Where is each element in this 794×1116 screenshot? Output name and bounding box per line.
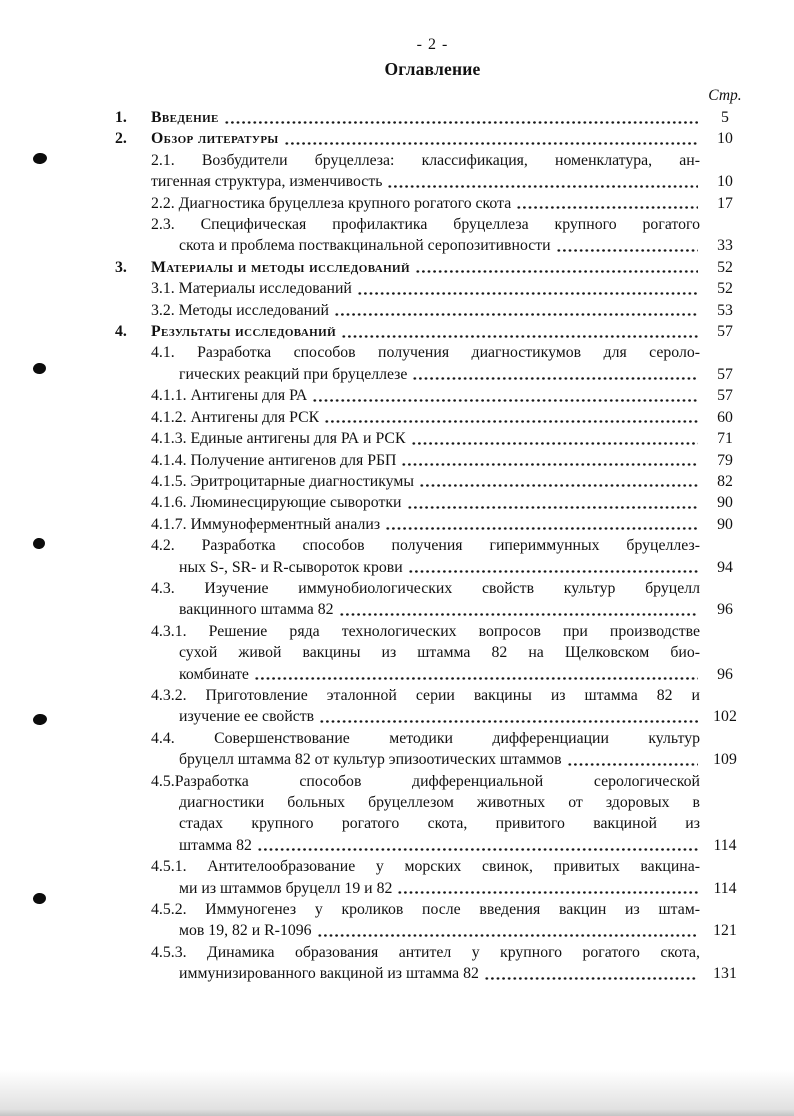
dot-leader <box>334 300 698 321</box>
toc-row <box>115 813 750 834</box>
page-column-label: Стр. <box>708 87 742 104</box>
entry-text: скота и проблема поствакцинальной серопозитивности <box>179 237 551 255</box>
dot-leader <box>317 920 698 941</box>
dot-leader <box>319 706 698 727</box>
entry-text: штамма 82 <box>179 836 252 854</box>
toc-row <box>115 749 750 770</box>
toc-row <box>115 728 750 749</box>
entry-text: изучение ее свойств <box>179 708 315 726</box>
entry-page-number: 79 <box>717 451 733 469</box>
entry-text: гических реакций при бруцеллезе <box>179 365 408 383</box>
entry-text: стадах крупного рогатого скота, привитого вакциной из <box>179 815 700 833</box>
ink-blot-mark <box>32 892 46 905</box>
entry-page-number: 90 <box>717 515 733 533</box>
entry-text: 4.4. Совершенствование методики дифференциации культур <box>151 729 700 747</box>
entry-number: 2. <box>115 130 127 148</box>
toc-row <box>115 664 750 685</box>
dot-leader <box>341 321 698 342</box>
toc-row <box>115 557 750 578</box>
entry-page-number: 96 <box>717 601 733 619</box>
dot-leader <box>412 364 698 385</box>
toc-row <box>115 942 750 963</box>
page-title: Оглавление <box>384 59 481 79</box>
entry-page-number: 52 <box>717 258 733 276</box>
toc-row <box>115 214 750 235</box>
entry-text: 4.1.4. Получение антигенов для РБП <box>151 451 397 469</box>
entry-text: иммунизированного вакциной из штамма 82 <box>179 965 479 983</box>
toc-row <box>115 856 750 877</box>
entry-text: Материалы и методы исследований <box>151 258 410 276</box>
entry-page-number: 71 <box>717 430 733 448</box>
entry-text: ных S-, SR- и R-сывороток крови <box>179 558 403 576</box>
entry-text: 4.5.2. Иммуногенез у кроликов после введения вакцин из штам- <box>151 901 700 919</box>
toc-row <box>115 407 750 428</box>
toc-row <box>115 878 750 899</box>
toc-row <box>115 450 750 471</box>
entry-text: Обзор литературы <box>151 130 279 148</box>
entry-text: 4.1. Разработка способов получения диагностикумов для сероло- <box>151 344 700 362</box>
dot-leader <box>254 664 698 685</box>
entry-text: 2.2. Диагностика бруцеллеза крупного рогатого скота <box>151 194 512 212</box>
dot-leader <box>385 514 698 535</box>
page-number-header: - 2 - <box>416 36 449 53</box>
page-content <box>115 36 750 985</box>
dot-leader <box>324 407 698 428</box>
entry-text: 4.5.1. Антителообразование у морских свинок, привитых вакцина- <box>151 858 700 876</box>
dot-leader <box>312 385 698 406</box>
toc-row <box>115 535 750 556</box>
dot-leader <box>407 492 699 513</box>
dot-leader <box>257 835 698 856</box>
toc-row <box>115 599 750 620</box>
entry-page-number: 52 <box>717 280 733 298</box>
entry-number: 3. <box>115 258 127 276</box>
entry-text: 4.3.1. Решение ряда технологических вопросов при производстве <box>151 622 700 640</box>
entry-page-number: 10 <box>717 173 733 191</box>
entry-text: 4.1.5. Эритроцитарные диагностикумы <box>151 472 414 490</box>
entry-page-number: 109 <box>713 751 737 769</box>
entry-number: 4. <box>115 323 127 341</box>
toc-row <box>115 385 750 406</box>
dot-leader <box>419 471 698 492</box>
dot-leader <box>408 557 698 578</box>
entry-text: диагностики больных бруцеллезом животных от здоровых в <box>179 794 700 811</box>
entry-text: 4.1.2. Антигены для РСК <box>151 408 320 426</box>
toc-row <box>115 235 750 256</box>
entry-text: 4.5.Разработка способов дифференциальной серологической <box>151 772 700 790</box>
entry-text: мов 19, 82 и R-1096 <box>179 922 312 940</box>
entry-text: 4.1.6. Люминесцирующие сыворотки <box>151 494 402 512</box>
ink-blot-mark <box>32 362 46 375</box>
toc-row <box>115 193 750 214</box>
entry-text: вакцинного штамма 82 <box>179 601 334 619</box>
toc-row <box>115 963 750 984</box>
toc-row <box>115 899 750 920</box>
toc-row <box>115 278 750 299</box>
entry-page-number: 57 <box>717 387 733 405</box>
ink-blot-mark <box>32 537 45 550</box>
entry-page-number: 57 <box>717 323 733 341</box>
dot-leader <box>357 278 698 299</box>
entry-page-number: 10 <box>717 130 733 148</box>
entry-text: 4.2. Разработка способов получения гипериммунных бруцеллез- <box>151 537 700 555</box>
entry-text: 4.3. Изучение иммунобиологических свойств культур бруцелл <box>151 579 700 597</box>
toc-row <box>115 492 750 513</box>
toc-row <box>115 342 750 363</box>
dot-leader <box>387 171 698 192</box>
dot-leader <box>411 428 699 449</box>
toc-row <box>115 771 750 792</box>
ink-blot-mark <box>32 713 47 726</box>
entry-text: 2.3. Специфическая профилактика бруцеллеза крупного рогатого <box>151 216 700 234</box>
toc-row <box>115 150 750 171</box>
toc-row <box>115 471 750 492</box>
entry-text: 3.2. Методы исследований <box>151 301 329 319</box>
entry-text: 4.1.7. Иммуноферментный анализ <box>151 515 381 533</box>
toc-row <box>115 128 750 149</box>
toc-row <box>115 514 750 535</box>
entry-text: Введение <box>151 109 219 126</box>
entry-page-number: 5 <box>721 109 729 126</box>
entry-text: бруцелл штамма 82 от культур эпизоотических штаммов <box>179 751 562 769</box>
dot-leader <box>556 235 698 256</box>
dot-leader <box>339 599 699 620</box>
entry-page-number: 33 <box>717 237 733 255</box>
dot-leader <box>567 749 698 770</box>
ink-blot-mark <box>32 152 47 165</box>
dot-leader <box>401 450 698 471</box>
toc-row <box>115 685 750 706</box>
entry-text: ми из штаммов бруцелл 19 и 82 <box>179 879 393 897</box>
dot-leader <box>484 963 698 984</box>
toc-row <box>115 642 750 663</box>
entry-page-number: 90 <box>717 494 733 512</box>
toc-row <box>115 300 750 321</box>
entry-page-number: 17 <box>717 194 733 212</box>
entry-text: 4.1.1. Антигены для РА <box>151 387 308 405</box>
entry-page-number: 60 <box>717 408 733 426</box>
toc-row <box>115 706 750 727</box>
entry-text: 4.3.2. Приготовление эталонной серии вакцины из штамма 82 и <box>151 686 700 704</box>
entry-text: 2.1. Возбудители бруцеллеза: классификация, номенклатура, ан- <box>151 151 700 169</box>
toc-row <box>115 920 750 941</box>
toc-row <box>115 792 750 813</box>
dot-leader <box>397 878 698 899</box>
entry-page-number: 131 <box>713 965 737 983</box>
entry-page-number: 121 <box>713 922 737 940</box>
toc-row <box>115 621 750 642</box>
entry-page-number: 96 <box>717 665 733 683</box>
entry-text: сухой живой вакцины из штамма 82 на Щелковском био- <box>179 644 700 662</box>
toc-row <box>115 107 750 128</box>
entry-page-number: 57 <box>717 365 733 383</box>
entry-text: 4.1.3. Единые антигены для РА и РСК <box>151 430 406 448</box>
entry-text: 3.1. Материалы исследований <box>151 280 352 298</box>
entry-text: Результаты исследований <box>151 323 337 341</box>
entry-text: тигенная структура, изменчивость <box>151 173 383 191</box>
toc-row <box>115 171 750 192</box>
toc-row <box>115 257 750 278</box>
toc-row <box>115 835 750 856</box>
toc-row <box>115 428 750 449</box>
dot-leader <box>224 107 698 128</box>
dot-leader <box>516 193 698 214</box>
entry-text: 4.5.3. Динамика образования антител у крупного рогатого скота, <box>151 943 700 961</box>
dot-leader <box>284 128 698 149</box>
toc-row <box>115 364 750 385</box>
entry-page-number: 114 <box>713 836 737 854</box>
entry-text: комбинате <box>179 665 249 683</box>
entry-page-number: 114 <box>713 879 737 897</box>
entry-number: 1. <box>115 109 127 126</box>
toc-row <box>115 578 750 599</box>
entry-page-number: 94 <box>717 558 733 576</box>
dot-leader <box>415 257 698 278</box>
entry-page-number: 82 <box>717 472 733 490</box>
table-of-contents <box>115 107 750 985</box>
toc-row <box>115 321 750 342</box>
entry-page-number: 102 <box>713 708 737 726</box>
entry-page-number: 53 <box>717 301 733 319</box>
